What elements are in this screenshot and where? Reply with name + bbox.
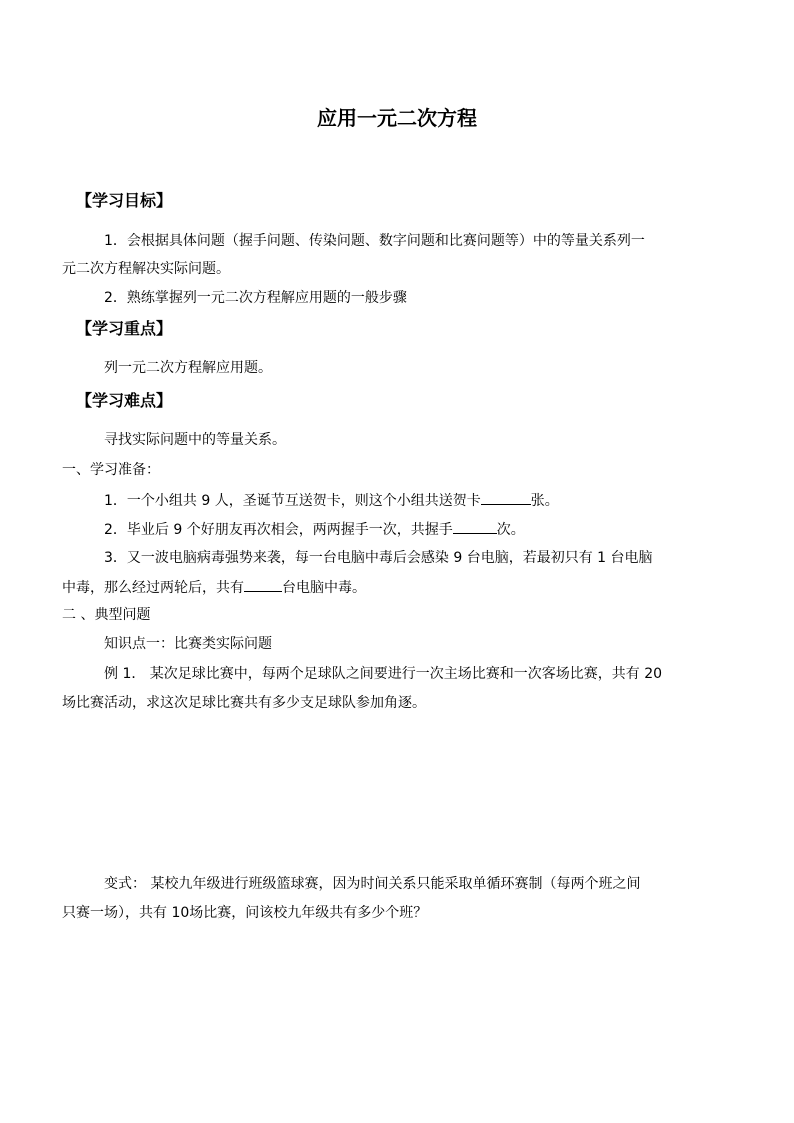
difficulty-heading: 【学习难点】 [76,391,173,410]
goal-2: 2．熟练掌握列一元二次方程解应用题的一般步骤 [104,290,407,306]
variant-line1: 变式： 某校九年级进行班级篮球赛，因为时间关系只能采取单循环赛制（每两个班之间 [104,876,641,892]
prep-q1-unit: 张。 [530,493,559,509]
prep-q2-unit: 次。 [496,522,525,538]
key-text: 列一元二次方程解应用题。 [104,360,272,376]
page-title: 应用一元二次方程 [317,106,477,130]
answer-blank-1[interactable] [481,490,531,505]
prep-q2-text: 2．毕业后 9 个好朋友再次相会，两两握手一次，共握手 [104,522,453,538]
difficulty-text: 寻找实际问题中的等量关系。 [104,432,286,448]
typical-heading: 二 、典型问题 [62,607,151,623]
prep-question-3-line1: 3．又一波电脑病毒强势来袭，每一台电脑中毒后会感染 9 台电脑，若最初只有 1 台电脑 [104,550,653,566]
key-heading: 【学习重点】 [76,319,173,338]
knowledge-point-1: 知识点一：比赛类实际问题 [104,636,272,652]
prep-q1-text: 1．一个小组共 9 人，圣诞节互送贺卡，则这个小组共送贺卡 [104,493,481,509]
prep-heading: 一、学习准备： [62,462,160,478]
prep-q3-unit: 台电脑中毒。 [282,580,366,596]
answer-blank-3[interactable] [244,577,282,592]
goal-1-line2: 元二次方程解决实际问题。 [62,261,230,277]
prep-q3-text: 中毒，那么经过两轮后，共有 [62,580,244,596]
variant-line2: 只赛一场），共有 10场比赛，问该校九年级共有多少个班？ [62,905,428,921]
prep-question-1 [104,490,559,511]
goals-heading: 【学习目标】 [76,191,173,210]
goal-1-line1: 1．会根据具体问题（握手问题、传染问题、数字问题和比赛问题等）中的等量关系列一 [104,233,645,249]
prep-question-3-line2 [62,577,366,598]
example-1-line1: 例 1． 某次足球比赛中，每两个足球队之间要进行一次主场比赛和一次客场比赛，共有 20 [104,666,663,682]
prep-question-2 [104,519,525,540]
example-1-line2: 场比赛活动，求这次足球比赛共有多少支足球队参加角逐。 [62,695,426,711]
answer-blank-2[interactable] [453,519,497,534]
